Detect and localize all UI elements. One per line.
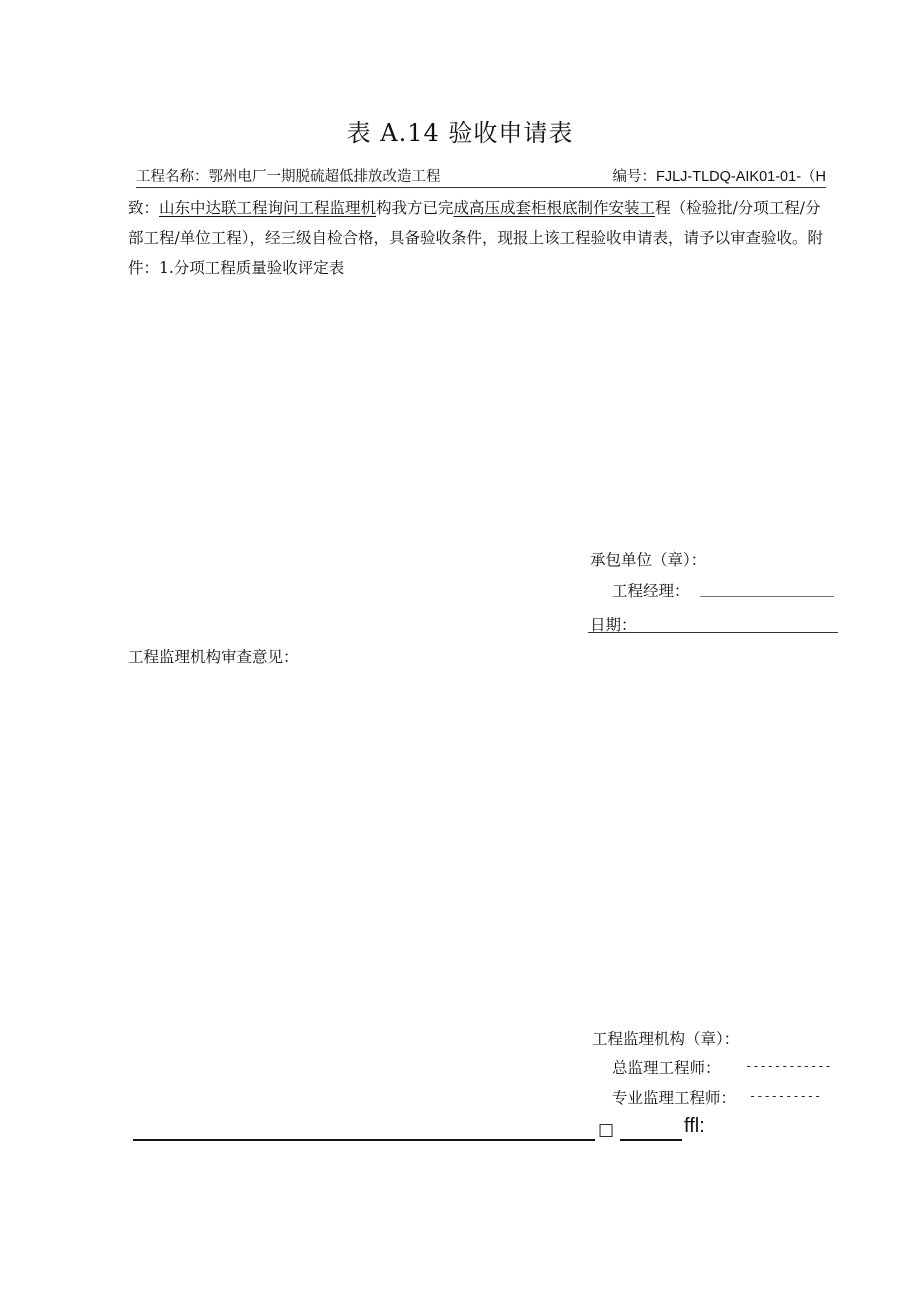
- date-signature-line: [588, 632, 838, 633]
- footer-text: ffl:: [684, 1115, 705, 1137]
- work-name: 成高压成套柜根底制作安装工: [453, 199, 656, 217]
- chief-engineer-label: 总监理工程师：: [612, 1059, 721, 1077]
- bottom-signature-line: [133, 1139, 595, 1141]
- project-manager-signature-line: [700, 596, 834, 597]
- application-body: [128, 193, 828, 283]
- checkbox-icon: □: [598, 1120, 615, 1140]
- date-blank-line: [620, 1139, 682, 1141]
- recipient-name: 山东中达联工程询问工程监理机: [159, 199, 377, 217]
- header-row: [136, 165, 826, 188]
- date-label: 日期：: [590, 616, 637, 634]
- document-title: 表 A.14 验收申请表: [346, 119, 574, 147]
- contractor-unit-label: 承包单位（章）：: [590, 551, 707, 569]
- body-segment-1: 构我方已完: [376, 199, 454, 217]
- supervision-opinion-label: 工程监理机构审查意见：: [128, 648, 299, 666]
- chief-engineer-signature-dashes: ------------: [745, 1059, 832, 1073]
- project-manager-label: 工程经理：: [612, 582, 690, 600]
- document-code: 编号：FJLJ-TLDQ-AIK01-01-（H: [612, 169, 826, 185]
- project-name: 工程名称：鄂州电厂一期脱硫超低排放改造工程: [136, 169, 441, 185]
- supervision-org-label: 工程监理机构（章）：: [592, 1030, 740, 1048]
- specialist-engineer-label: 专业监理工程师：: [612, 1089, 737, 1107]
- addressee-prefix: 致：: [128, 199, 160, 217]
- specialist-engineer-signature-dashes: ----------: [749, 1089, 822, 1103]
- body-segment-2: 程（检验批/分项工程/分部工程/单位工程），经三级自检合格，具备验收条件，现报上该工程验收申请表，请予以审查验收。附件：1.分项工程质量验收评定表: [128, 199, 823, 277]
